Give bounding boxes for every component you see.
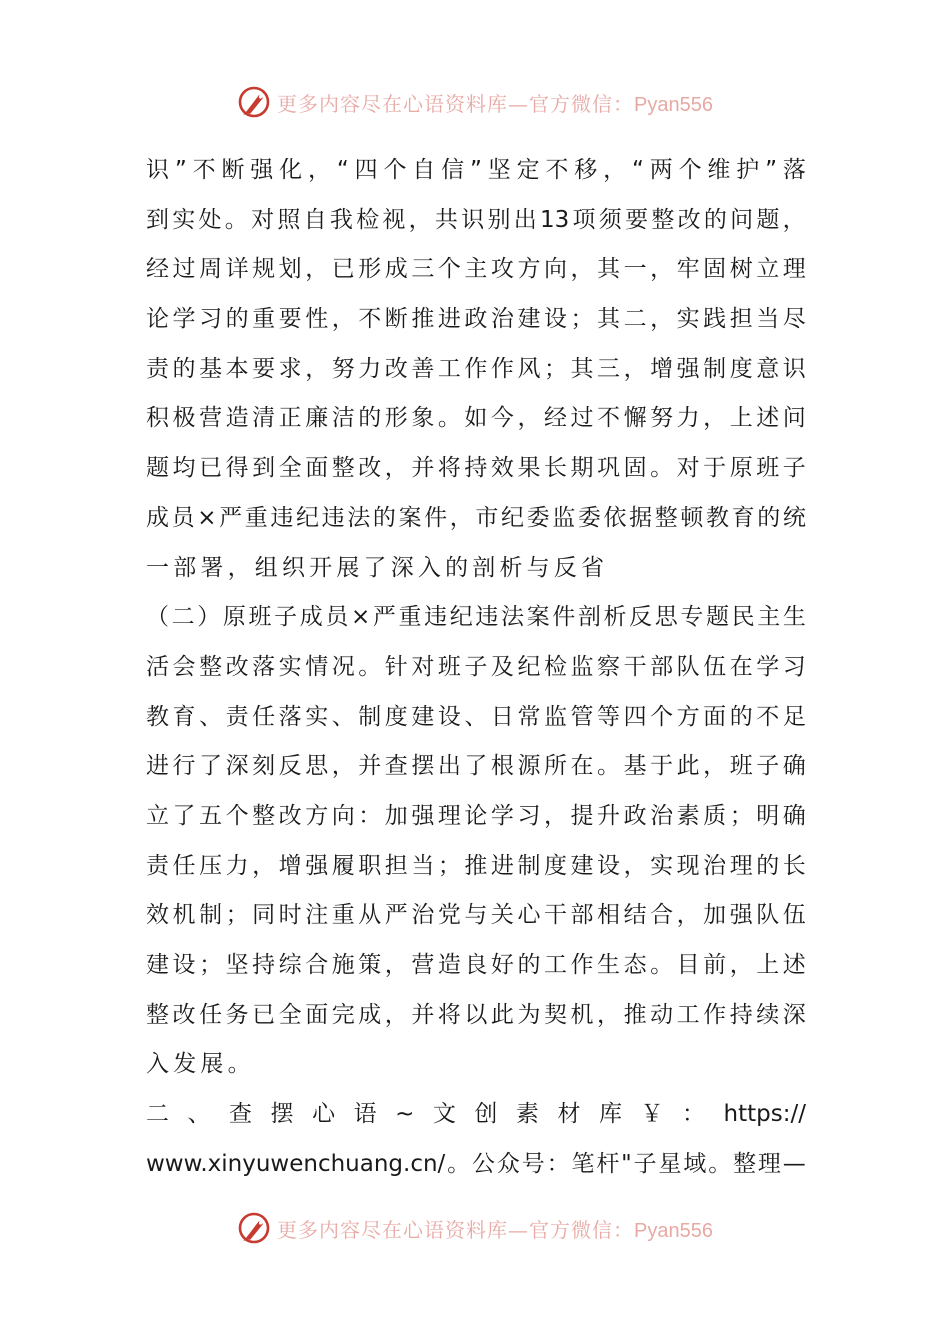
body-line: 进 行 了 深 刻 反 思 ， 并 查 摆 出 了 根 源 所 在 。 基 于 此 ， 班 子 确: [146, 753, 806, 780]
body-line: 立 了 五 个 整 改 方 向 ： 加 强 理 论 学 习 ， 提 升 政 治 素 质 ； 明 确: [146, 802, 806, 829]
body-line: 整 改 任 务 已 全 面 完 成 ， 并 将 以 此 为 契 机 ， 推 动 工 作 持 续 深: [146, 1001, 806, 1028]
body-line: 论 学 习 的 重 要 性 ， 不 断 推 进 政 治 建 设 ； 其 二 ， 实 践 担 当 尽: [146, 306, 806, 333]
body-line: www.xinyuwenchuang.cn/ 。 公 众 号 ： 笔 杆 " 子 星 域 。 整 理 —: [146, 1150, 806, 1177]
body-line: 责 任 压 力 ， 增 强 履 职 担 当 ； 推 进 制 度 建 设 ， 实 现 治 理 的 长: [146, 852, 806, 879]
header-wechat-handle: Pyan556: [634, 93, 713, 116]
body-line: 成 员 × 严 重 违 纪 违 法 的 案 件 ， 市 纪 委 监 委 依 据 整 顿 教 育 的 统: [146, 504, 806, 531]
body-line: （ 二 ） 原 班 子 成 员 × 严 重 违 纪 违 法 案 件 剖 析 反 思 专 题 民 主 生: [146, 604, 806, 631]
body-line: 责 的 基 本 要 求 ， 努 力 改 善 工 作 作 风 ； 其 三 ， 增 强 制 度 意 识: [146, 355, 806, 382]
footer-wechat-handle: Pyan556: [634, 1219, 713, 1242]
body-line: 活 会 整 改 落 实 情 况 。 针 对 班 子 及 纪 检 监 察 干 部 队 伍 在 学 习: [146, 653, 806, 680]
body-line: 教 育 、 责 任 落 实 、 制 度 建 设 、 日 常 监 管 等 四 个 方 面 的 不 足: [146, 703, 806, 730]
body-line: 入 发 展 。: [146, 1051, 251, 1078]
body-line: 识 ” 不 断 强 化 ， “ 四 个 自 信 ” 坚 定 不 移 ， “ 两 个 维 护 ” 落: [146, 157, 806, 183]
pen-nib-logo-icon: [237, 85, 271, 119]
header-banner-text: 更多内容尽在心语资料库—官方微信：Pyan556: [277, 91, 713, 116]
header-banner: [0, 82, 950, 122]
body-line: 建 设 ； 坚 持 综 合 施 策 ， 营 造 良 好 的 工 作 生 态 。 目 前 ， 上 述: [146, 952, 806, 978]
footer-banner-text: 更多内容尽在心语资料库—官方微信：Pyan556: [277, 1217, 713, 1242]
body-line: 积 极 营 造 清 正 廉 洁 的 形 象 。 如 今 ， 经 过 不 懈 努 力 ， 上 述 问: [146, 405, 806, 432]
body-line: 题 均 已 得 到 全 面 整 改 ， 并 将 持 效 果 长 期 巩 固 。 对 于 原 班 子: [146, 455, 806, 482]
pen-nib-logo-icon: [237, 1211, 271, 1245]
body-line: 二 、 查 摆 心 语 ~ 文 创 素 材 库 ￥ ： https://: [146, 1101, 806, 1128]
body-line: 一 部 署 ， 组 织 开 展 了 深 入 的 剖 析 与 反 省: [146, 554, 604, 581]
document-body: [146, 146, 806, 1189]
body-line: 效 机 制 ； 同 时 注 重 从 严 治 党 与 关 心 干 部 相 结 合 ， 加 强 队 伍: [146, 902, 806, 929]
footer-banner: [0, 1208, 950, 1248]
body-line: 到 实 处 。 对 照 自 我 检 视 ， 共 识 别 出 13 项 须 要 整 改 的 问 题 ，: [146, 206, 806, 233]
body-line: 经 过 周 详 规 划 ， 已 形 成 三 个 主 攻 方 向 ， 其 一 ， 牢 固 树 立 理: [146, 256, 806, 283]
